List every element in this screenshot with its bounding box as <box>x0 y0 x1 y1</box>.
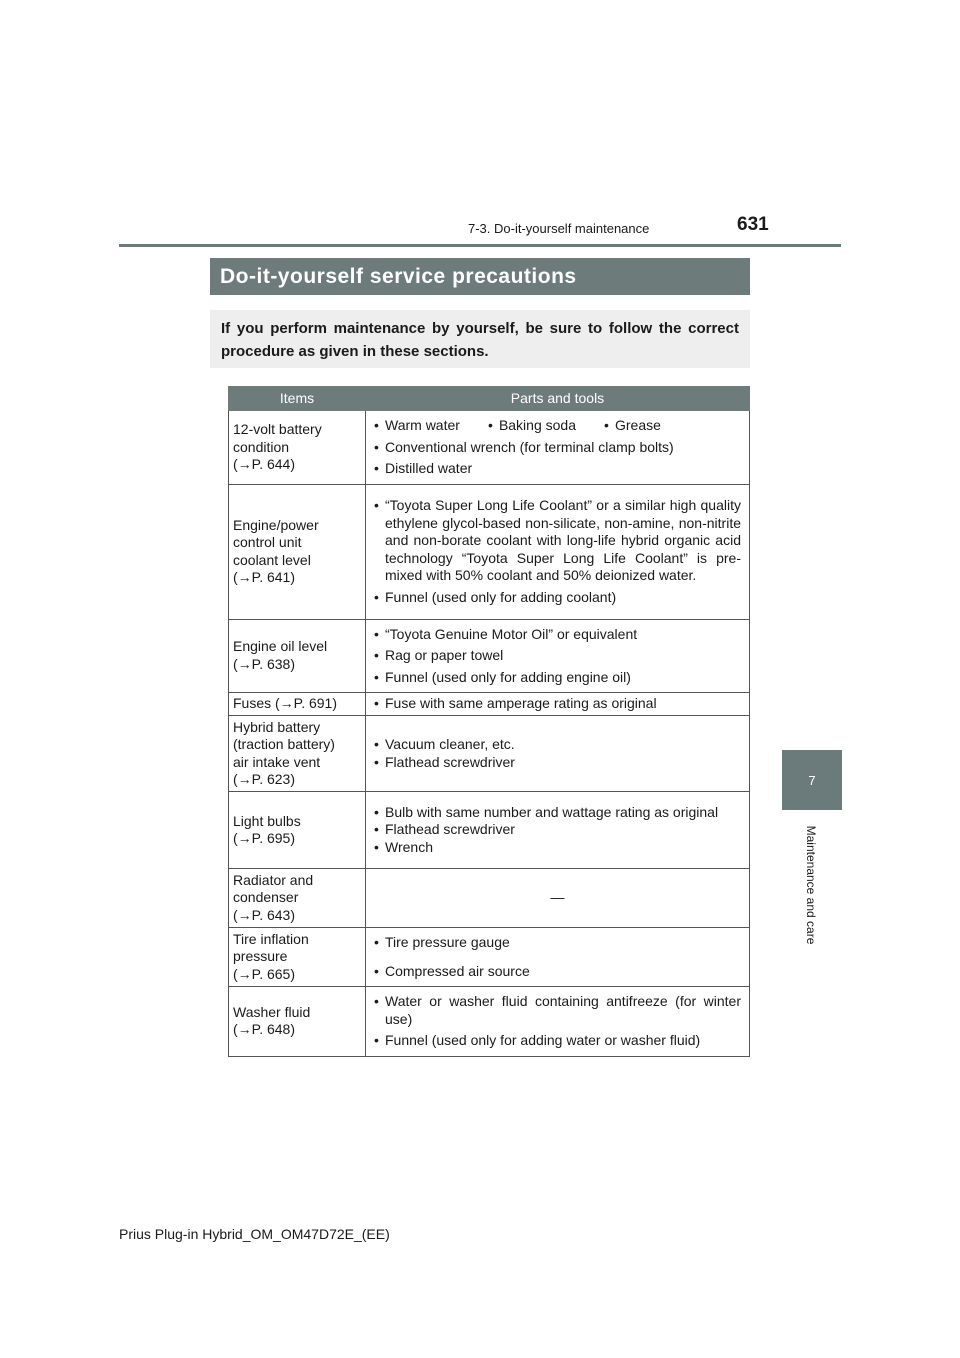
list-item: • Flathead screwdriver <box>374 754 741 772</box>
chapter-label: Maintenance and care <box>804 825 818 945</box>
item-cell <box>229 693 366 716</box>
item-line: Hybrid battery <box>233 718 321 735</box>
item-line: (→P. 644) <box>233 456 295 472</box>
item-line: Engine/power <box>233 516 319 533</box>
list-item: • “Toyota Genuine Motor Oil” or equivalent <box>374 626 741 644</box>
list-item <box>374 417 741 435</box>
item-line: Fuses (→P. 691) <box>233 695 338 712</box>
table-row <box>229 484 750 619</box>
header-section-title: 7-3. Do-it-yourself maintenance <box>468 221 650 236</box>
table-row <box>229 411 750 485</box>
parts-cell <box>366 987 750 1057</box>
item-line: Light bulbs <box>233 812 301 829</box>
page-title: Do-it-yourself service precautions <box>210 258 750 295</box>
list-item: • Water or washer fluid containing antifreeze (for winter use) <box>374 993 741 1028</box>
list-item: • Wrench <box>374 839 741 857</box>
intro-box: If you perform maintenance by yourself, be sure to follow the correct procedure as given in these sections. <box>210 310 750 368</box>
item-line: Engine oil level <box>233 638 328 655</box>
item-line: pressure <box>233 948 288 965</box>
footer-document-id: Prius Plug-in Hybrid_OM_OM47D72E_(EE) <box>119 1226 390 1242</box>
item-cell <box>229 792 366 869</box>
part-text: • Grease <box>604 417 661 435</box>
parts-cell <box>366 869 750 928</box>
list-item: • Fuse with same amperage rating as original <box>374 695 741 713</box>
column-header-items: Items <box>229 387 366 411</box>
item-line: (→P. 695) <box>233 830 295 846</box>
list-item: • Funnel (used only for adding coolant) <box>374 589 741 607</box>
item-line: control unit <box>233 534 302 550</box>
item-cell <box>229 484 366 619</box>
chapter-tab[interactable]: 7 <box>782 750 842 810</box>
header-rule <box>119 244 841 247</box>
item-line: condition <box>233 438 290 455</box>
table-row <box>229 693 750 716</box>
table-row <box>229 869 750 928</box>
list-item: • Tire pressure gauge <box>374 934 741 952</box>
table-row <box>229 716 750 792</box>
list-item: • Conventional wrench (for terminal clamp bolts) <box>374 439 741 457</box>
parts-cell <box>366 693 750 716</box>
parts-cell <box>366 792 750 869</box>
list-item: • “Toyota Super Long Life Coolant” or a similar high quality ethylene glycol-based non-silicate, non-amine, non-nitrite and non-borate coolant with long-life hybrid organic acid technology “Toyota Super Long Life Coolant” is pre-mixed with 50% coolant and 50% deionized water. <box>374 497 741 585</box>
list-item: • Bulb with same number and wattage rating as original <box>374 804 741 822</box>
item-line: (→P. 638) <box>233 655 295 672</box>
table-row <box>229 792 750 869</box>
list-item: • Funnel (used only for adding water or washer fluid) <box>374 1032 741 1050</box>
service-table <box>228 386 750 1057</box>
parts-cell <box>366 928 750 987</box>
item-line: Radiator and <box>233 871 314 888</box>
list-item: • Rag or paper towel <box>374 647 741 665</box>
item-line: condenser <box>233 889 299 906</box>
list-item: • Funnel (used only for adding engine oil) <box>374 669 741 687</box>
item-cell <box>229 619 366 693</box>
item-line: air intake vent <box>233 753 321 770</box>
page-number: 631 <box>737 214 769 235</box>
list-item: • Compressed air source <box>374 963 741 981</box>
part-text: • Baking soda <box>488 417 576 435</box>
part-text: • Warm water <box>374 417 460 435</box>
item-line: (→P. 643) <box>233 906 295 923</box>
item-cell <box>229 869 366 928</box>
item-cell <box>229 411 366 485</box>
item-cell <box>229 987 366 1057</box>
item-line: (→P. 623) <box>233 771 295 787</box>
item-line: (→P. 648) <box>233 1021 295 1038</box>
item-cell <box>229 928 366 987</box>
table-row <box>229 619 750 693</box>
item-line: (→P. 641) <box>233 569 295 585</box>
item-line: (traction battery) <box>233 736 335 752</box>
list-item: • Vacuum cleaner, etc. <box>374 736 741 754</box>
list-item: • Flathead screwdriver <box>374 821 741 839</box>
item-line: Tire inflation <box>233 930 309 947</box>
list-item: • Distilled water <box>374 460 741 478</box>
parts-cell <box>366 619 750 693</box>
item-line: coolant level <box>233 551 311 568</box>
table-row <box>229 987 750 1057</box>
item-cell <box>229 716 366 792</box>
table-row <box>229 928 750 987</box>
item-line: (→P. 665) <box>233 965 295 982</box>
parts-cell <box>366 716 750 792</box>
item-line: Washer fluid <box>233 1003 311 1020</box>
item-line: 12-volt battery <box>233 421 322 437</box>
no-parts-dash: — <box>550 889 565 906</box>
table-header-row <box>229 387 750 411</box>
column-header-parts: Parts and tools <box>366 387 750 411</box>
parts-cell <box>366 411 750 485</box>
parts-cell <box>366 484 750 619</box>
